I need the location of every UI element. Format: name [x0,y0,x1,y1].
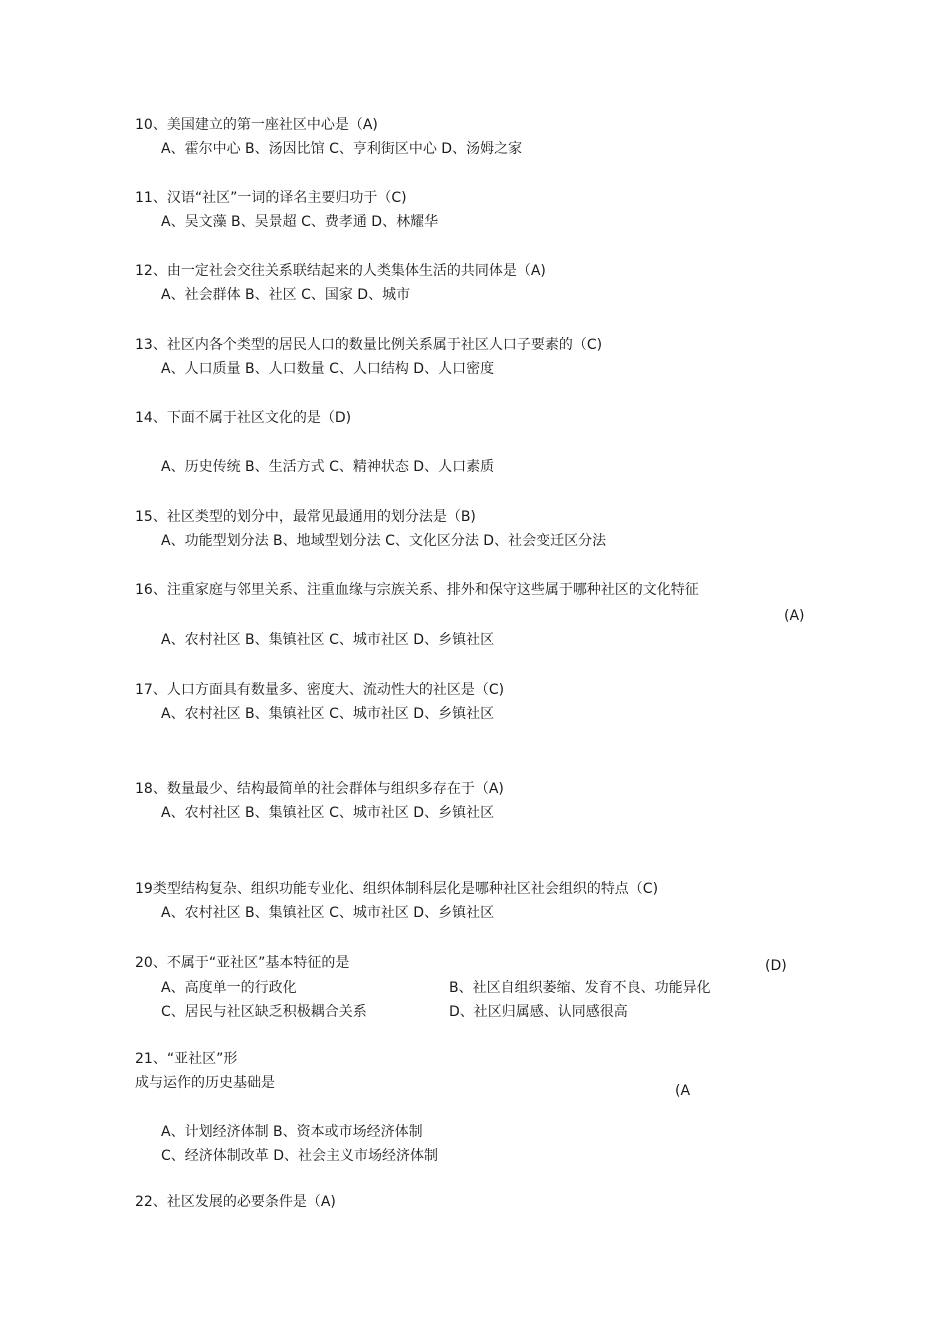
options-15: A、功能型划分法 B、地域型划分法 C、文化区分法 D、社会变迁区分法 [161,533,607,549]
question-21-cont: 成与运作的历史基础是 [135,1075,275,1091]
options-21-line2: C、经济体制改革 D、社会主义市场经济体制 [161,1148,439,1164]
options-18: A、农村社区 B、集镇社区 C、城市社区 D、乡镇社区 [161,805,495,821]
option-20-d: D、社区归属感、认同感很高 [449,1004,628,1020]
options-13: A、人口质量 B、人口数量 C、人口结构 D、人口密度 [161,361,495,377]
question-11: 11、汉语“社区”一词的译名主要归功于（C) [135,190,407,206]
question-19: 19类型结构复杂、组织功能专业化、组织体制科层化是哪种社区社会组织的特点（C) [135,881,659,897]
question-12: 12、由一定社会交往关系联结起来的人类集体生活的共同体是（A) [135,263,546,279]
options-12: A、社会群体 B、社区 C、国家 D、城市 [161,287,411,303]
question-16: 16、注重家庭与邻里关系、注重血缘与宗族关系、排外和保守这些属于哪种社区的文化特征 [135,582,699,598]
answer-21: (A [675,1083,691,1099]
question-22: 22、社区发展的必要条件是（A) [135,1194,336,1210]
options-14: A、历史传统 B、生活方式 C、精神状态 D、人口素质 [161,459,495,475]
question-13: 13、社区内各个类型的居民人口的数量比例关系属于社区人口子要素的（C) [135,337,603,353]
answer-20: (D) [765,958,787,974]
question-21: 21、“亚社区”形 [135,1051,238,1067]
options-10: A、霍尔中心 B、汤因比馆 C、亨利街区中心 D、汤姆之家 [161,141,523,157]
option-20-b: B、社区自组织萎缩、发育不良、功能异化 [449,980,711,996]
question-18: 18、数量最少、结构最简单的社会群体与组织多存在于（A) [135,781,504,797]
question-14: 14、下面不属于社区文化的是（D) [135,410,352,426]
question-15: 15、社区类型的划分中，最常见最通用的划分法是（B) [135,509,476,525]
options-16: A、农村社区 B、集镇社区 C、城市社区 D、乡镇社区 [161,632,495,648]
options-11: A、吴文藻 B、吴景超 C、费孝通 D、林耀华 [161,214,439,230]
option-20-c: C、居民与社区缺乏积极耦合关系 [161,1004,367,1020]
options-21-line1: A、计划经济体制 B、资本或市场经济体制 [161,1124,423,1140]
question-10: 10、美国建立的第一座社区中心是（A) [135,117,378,133]
option-20-a: A、高度单一的行政化 [161,980,297,996]
question-17: 17、人口方面具有数量多、密度大、流动性大的社区是（C) [135,682,505,698]
answer-16: (A) [784,608,805,624]
options-19: A、农村社区 B、集镇社区 C、城市社区 D、乡镇社区 [161,905,495,921]
question-20: 20、不属于“亚社区”基本特征的是 [135,955,350,971]
options-17: A、农村社区 B、集镇社区 C、城市社区 D、乡镇社区 [161,706,495,722]
